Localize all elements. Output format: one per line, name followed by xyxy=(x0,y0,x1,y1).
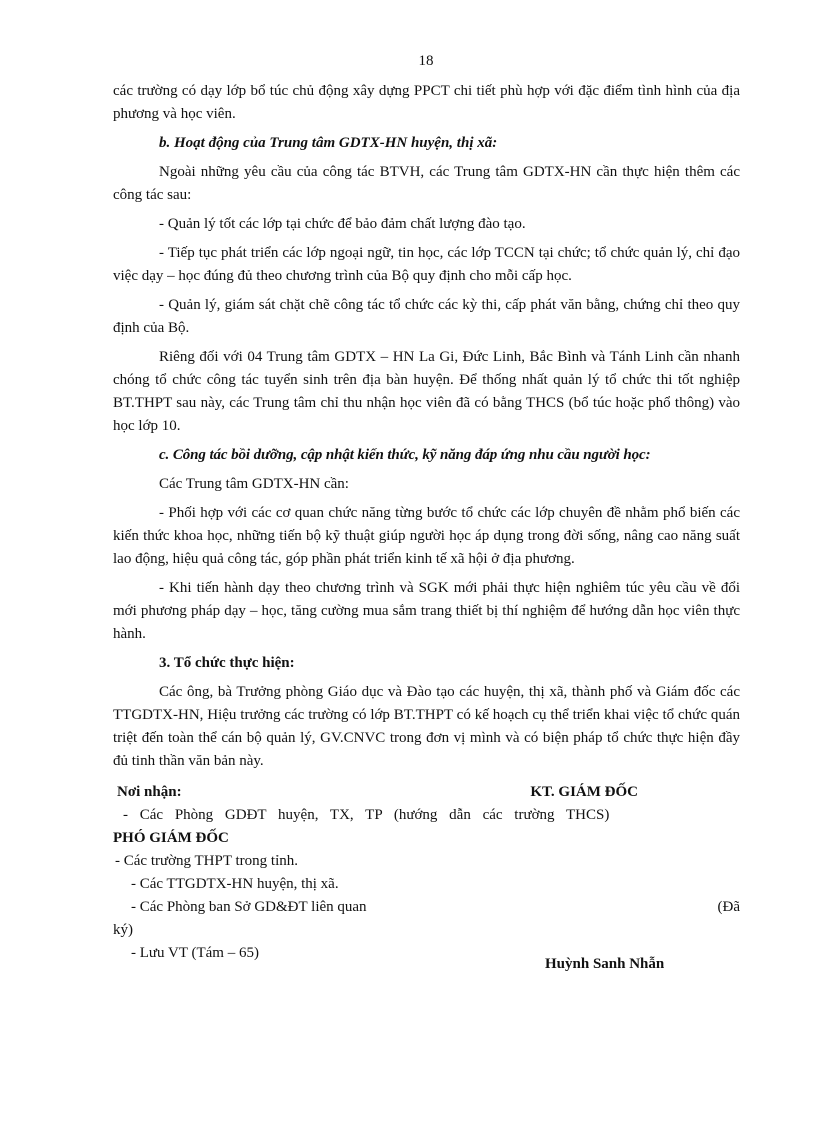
paragraph-5: - Quản lý, giám sát chặt chẽ công tác tổ chức các kỳ thi, cấp phát văn bằng, chứng chỉ theo quy định của Bộ. xyxy=(113,297,740,336)
recipient-5: - Lưu VT (Tám – 65) xyxy=(131,945,259,961)
paragraph-6: Riêng đối với 04 Trung tâm GDTX – HN La Gi, Đức Linh, Bắc Bình và Tánh Linh cần nhanh chóng tổ chức công tác tuyển sinh trên địa bàn huyện. Để thống nhất quản lý tổ chức thi tốt nghiệp BT.THPT sau này, các Trung tâm chỉ thu nhận học viên đã có bằng THCS (bổ túc hoặc phổ thông) vào học lớp 10. xyxy=(113,349,740,434)
paragraph-7: Các Trung tâm GDTX-HN cần: xyxy=(159,476,349,492)
heading-b: b. Hoạt động của Trung tâm GDTX-HN huyện, thị xã: xyxy=(159,135,498,151)
recipient-1: - Các Phòng GDĐT huyện, TX, TP (hướng dẫn các trường THCS) xyxy=(123,807,610,823)
paragraph-4: - Tiếp tục phát triển các lớp ngoại ngữ, tin học, các lớp TCCN tại chức; tổ chức quản lý, chỉ đạo việc dạy – học đúng đủ theo chương trình của Bộ quy định cho mỗi cấp học. xyxy=(113,245,740,284)
heading-c: c. Công tác bồi dưỡng, cập nhật kiến thức, kỹ năng đáp ứng nhu cầu người học: xyxy=(159,447,651,463)
heading-3: 3. Tổ chức thực hiện: xyxy=(159,655,295,671)
paragraph-3: - Quản lý tốt các lớp tại chức để bảo đảm chất lượng đào tạo. xyxy=(159,216,526,232)
signer-name: Huỳnh Sanh Nhẫn xyxy=(545,956,665,972)
paragraph-8: - Phối hợp với các cơ quan chức năng từng bước tổ chức các lớp chuyên đề nhằm phổ biến các kiến thức khoa học, những tiến bộ kỹ thuật giúp người học áp dụng trong đời sống, nâng cao năng suất lao động, hiệu quả công tác, góp phần phát triển kinh tế xã hội ở địa phương. xyxy=(113,505,740,567)
recipient-4: - Các Phòng ban Sở GD&ĐT liên quan xyxy=(131,899,367,915)
footer-block xyxy=(113,781,740,965)
da-ky-part2: ký) xyxy=(113,922,133,938)
document-body xyxy=(113,80,740,965)
recipients-label: Nơi nhận: xyxy=(117,784,182,800)
da-ky-part1: (Đã xyxy=(717,899,740,915)
page-number: 18 xyxy=(418,53,434,69)
paragraph-10: Các ông, bà Trưởng phòng Giáo dục và Đào tạo các huyện, thị xã, thành phố và Giám đốc các TTGDTX-HN, Hiệu trưởng các trường có lớp BT.THPT có kế hoạch cụ thể triển khai việc tổ chức quán triệt đến toàn thể cán bộ quản lý, GV.CNVC trong đơn vị mình và có biện pháp tổ chức thực hiện đầy đủ tinh thần văn bản này. xyxy=(113,684,740,769)
paragraph-9: - Khi tiến hành dạy theo chương trình và SGK mới phải thực hiện nghiêm túc yêu cầu về đổi mới phương pháp dạy – học, tăng cường mua sắm trang thiết bị thí nghiệm để hướng dẫn học viên thực hành. xyxy=(113,580,740,642)
recipient-3: - Các TTGDTX-HN huyện, thị xã. xyxy=(131,876,339,892)
paragraph-1: các trường có dạy lớp bổ túc chủ động xây dựng PPCT chi tiết phù hợp với đặc điểm tình hình của địa phương và học viên. xyxy=(113,83,740,122)
footer-header-row xyxy=(113,781,740,804)
recipient-4-row xyxy=(131,896,740,919)
pho-giam-doc-label: PHÓ GIÁM ĐỐC xyxy=(113,830,229,846)
paragraph-2: Ngoài những yêu cầu của công tác BTVH, các Trung tâm GDTX-HN cần thực hiện thêm các công tác sau: xyxy=(113,164,740,203)
recipient-2: - Các trường THPT trong tỉnh. xyxy=(115,853,298,869)
kt-label: KT. GIÁM ĐỐC xyxy=(530,784,638,800)
